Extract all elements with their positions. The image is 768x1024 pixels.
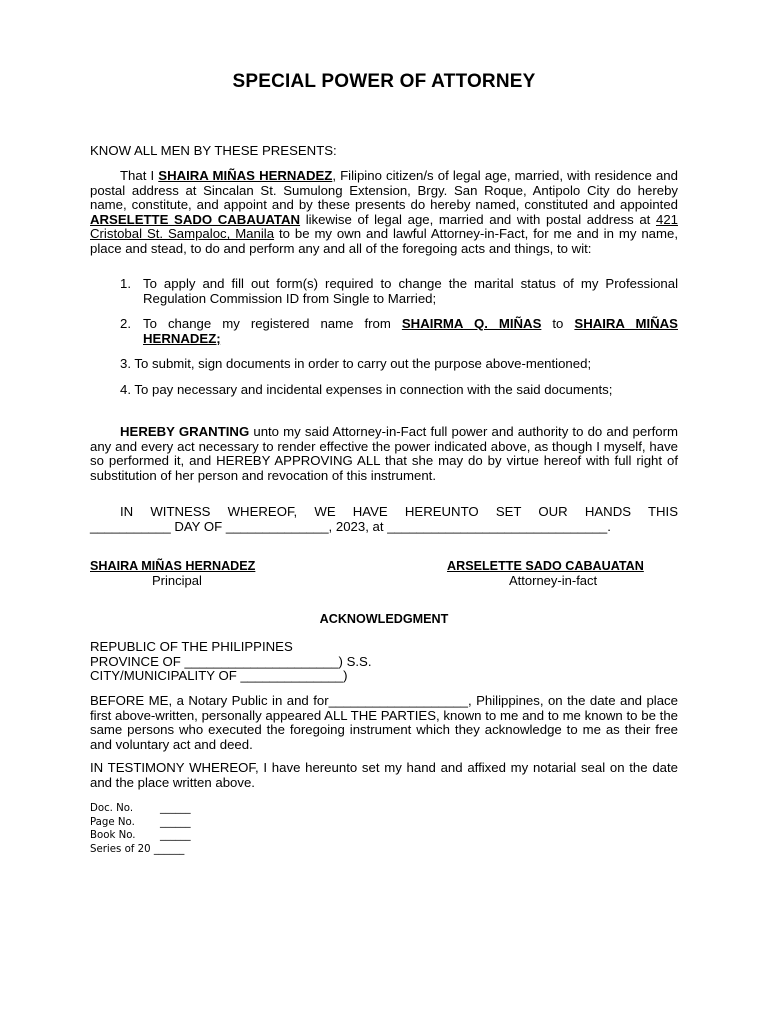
before-me-paragraph: BEFORE ME, a Notary Public in and for___________________, Philippines, on the date and place first above-written, personally appeared ALL THE PARTIES, known to me and to me known to be the same persons who executed the foregoing instrument which they acknowledge to me as their free and voluntary act and deed. [90,693,678,752]
granting-text: unto my said Attorney-in-Fact full power and authority to do and perform any and every act necessary to render effective the power indicated above, as though I myself, have so performed it, and HEREBY APPROVING ALL that she may do by virtue hereof with full right of substitution of her person and revocation of this instrument. [90,424,678,483]
series-row [90,843,191,857]
list-item-text: To apply and fill out form(s) required to change the marital status of my Professional Regulation Commission ID from Single to Married; [143,276,678,306]
testimony-paragraph: IN TESTIMONY WHEREOF, I have hereunto set my hand and affixed my notarial seal on the date and the place written above. [90,760,678,790]
principal-name: SHAIRA MIÑAS HERNADEZ [158,168,333,183]
principal-signature-name: SHAIRA MIÑAS HERNADEZ [90,559,256,573]
document-title: SPECIAL POWER OF ATTORNEY [232,71,536,92]
intro-paragraph [90,169,678,257]
name-change-text-2: to [541,316,575,331]
list-item-number: 1. [120,276,131,291]
witness-line-1: IN WITNESS WHEREOF, WE HAVE HEREUNTO SET OUR HANDS THIS [120,504,678,519]
list-item-text [143,317,678,346]
republic-line: REPUBLIC OF THE PHILIPPINES [90,639,293,654]
list-item-4: 4. To pay necessary and incidental expenses in connection with the said documents; [120,382,613,397]
page-no-row [90,816,191,830]
opening-line: KNOW ALL MEN BY THESE PRESENTS: [90,143,337,158]
province-line: PROVINCE OF _____________________) S.S. [90,653,372,669]
new-name: SHAIRA MIÑAS HERNADEZ; [143,316,678,346]
book-no-blank: ______ [160,830,191,842]
acknowledgment-title: ACKNOWLEDGMENT [319,612,449,626]
witness-line-2: ___________ DAY OF ______________, 2023, at ______________________________. [90,518,611,534]
attorney-name: ARSELETTE SADO CABAUATAN [90,211,301,227]
list-item-3: 3. To submit, sign documents in order to carry out the purpose above-mentioned; [120,356,592,371]
intro-text-4: to be my own and lawful Attorney-in-Fact, for me and in my name, place and stead, to do and perform any and all of the foregoing acts and things, to wit: [90,226,678,256]
series-text: Series of 20 ______ [90,843,185,855]
list-item-1 [120,277,678,306]
venue-block [90,640,678,684]
granting-bold: HEREBY GRANTING [120,424,250,439]
attorney-role: Attorney-in-fact [509,573,598,588]
attorney-address: 421 Cristobal St. Sampaloc, Manila [90,211,678,242]
intro-text-3: likewise of legal age, married and with postal address at [300,211,656,227]
list-item-2 [120,317,678,346]
old-name: SHAIRMA Q. MIÑAS [401,316,542,331]
attorney-signature-name: ARSELETTE SADO CABAUATAN [447,559,644,573]
intro-text-1: That I [120,168,159,183]
doc-no-blank: ______ [160,803,191,814]
list-item-number: 2. [120,316,131,331]
book-no-row [90,829,191,843]
page-no-label: Page No. [90,816,135,828]
principal-role: Principal [152,573,202,588]
notary-register [90,802,191,856]
name-change-text-1: To change my registered name from [143,316,402,331]
intro-text-2: , Filipino citizen/s of legal age, married, with residence and postal address at Sincalan St. Sumulong Extension, Brgy. San Roque, Antipolo City do hereby name, constitute, and appoint and by these presents do hereby named, constituted and appointed [90,168,678,213]
book-no-label: Book No. [90,830,136,842]
city-line: CITY/MUNICIPALITY OF ______________) [90,668,348,684]
page-no-blank: ______ [160,816,191,828]
doc-no-row [90,802,191,816]
witness-paragraph [90,505,678,534]
granting-paragraph [90,425,678,483]
doc-no-label: Doc. No. [90,803,134,814]
